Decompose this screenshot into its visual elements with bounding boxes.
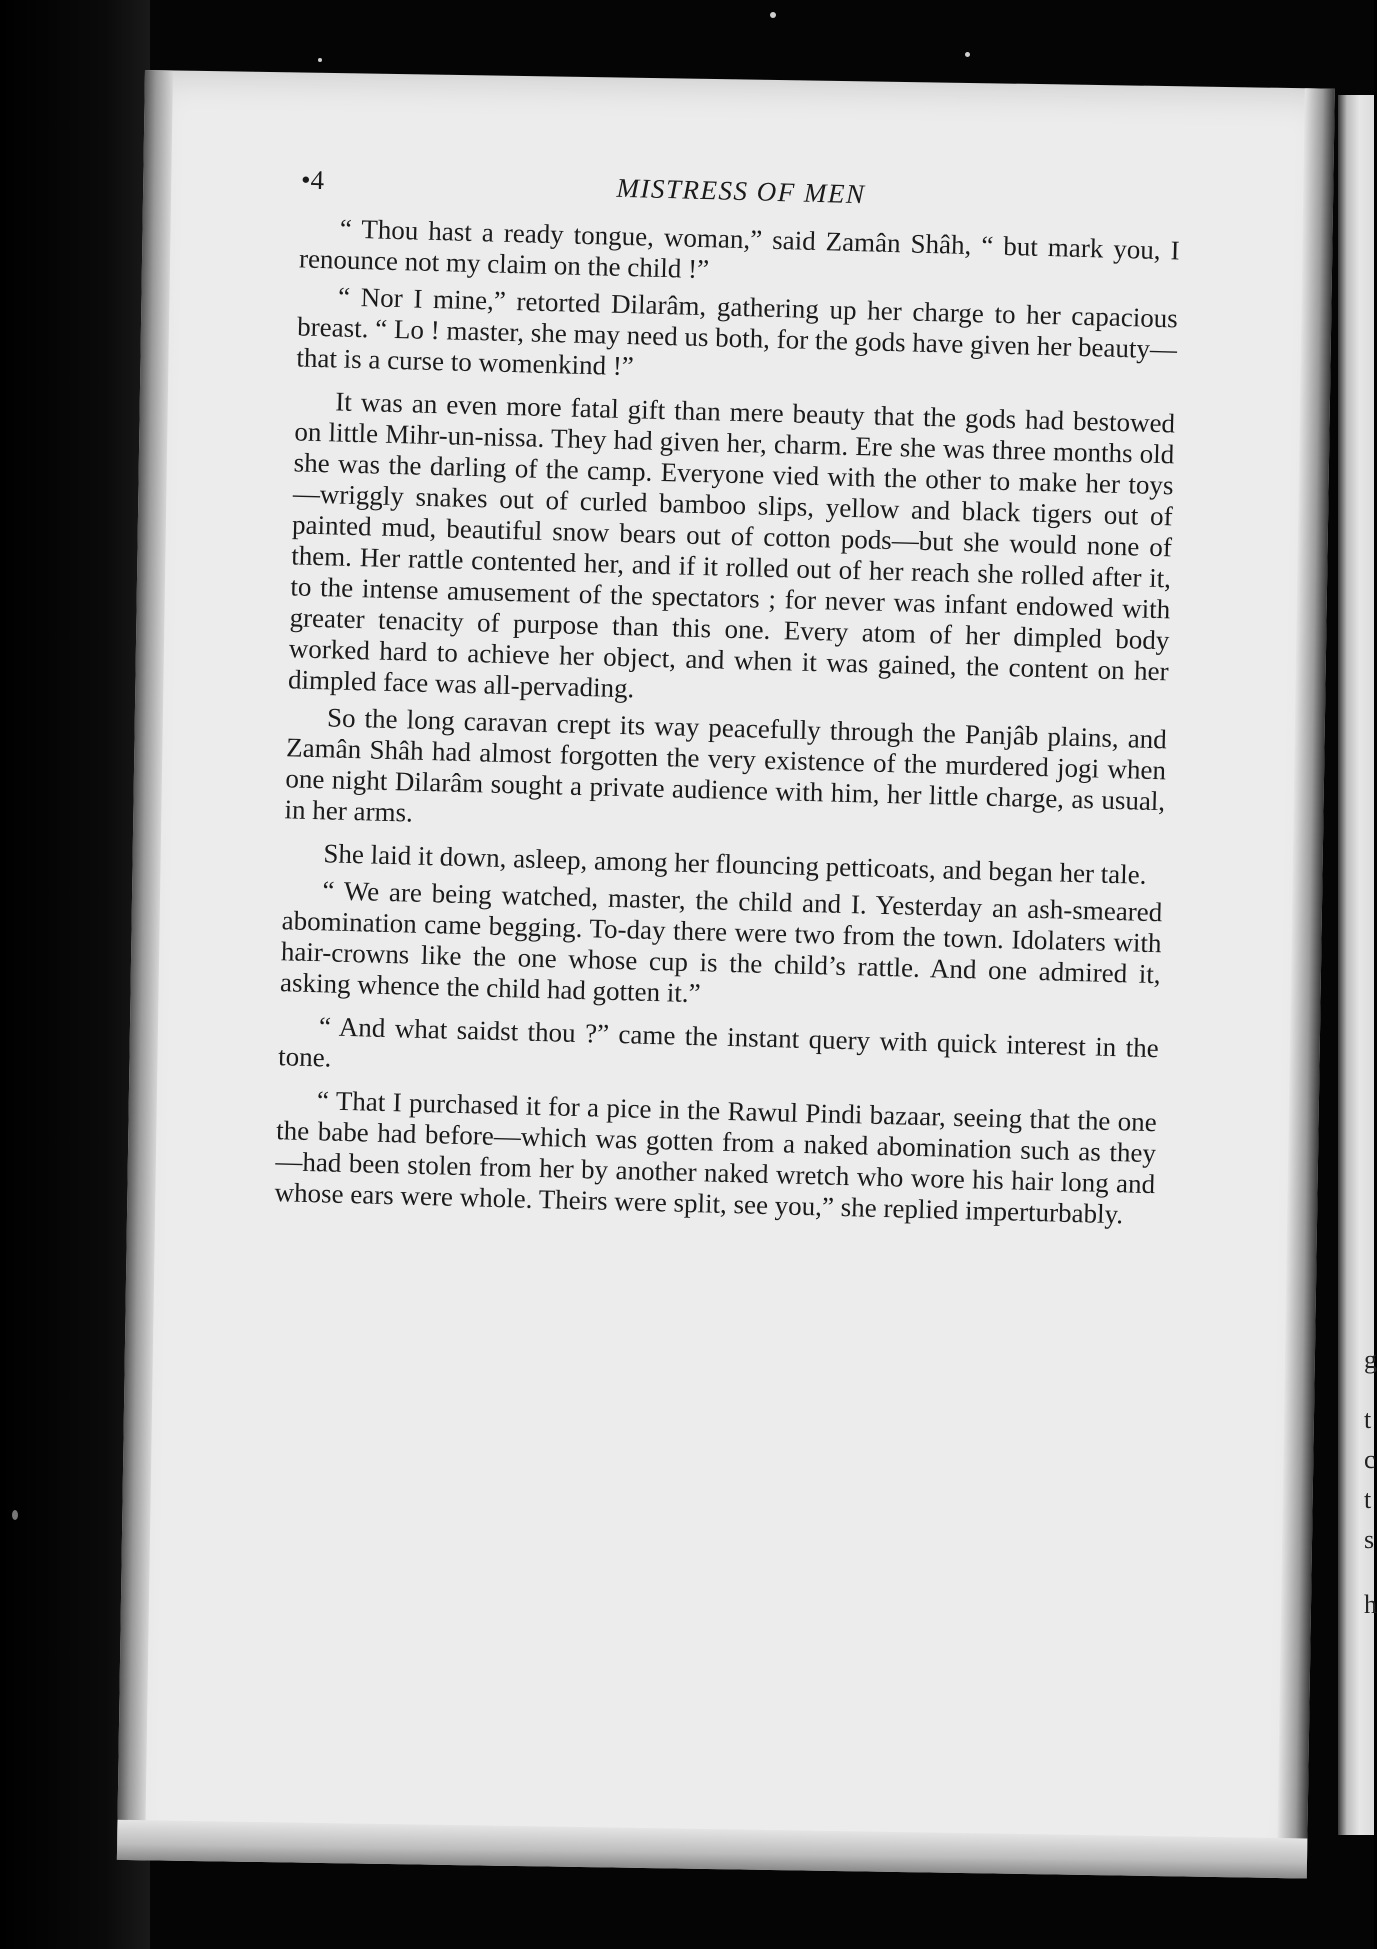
- adjacent-page-edge: [1338, 95, 1377, 1835]
- paragraph: She laid it down, asleep, among her flouncing petticoats, and began her tale.: [323, 838, 1147, 890]
- adjacent-page-fragment: c: [1364, 1445, 1376, 1474]
- paragraph: It was an even more fatal gift than mere beauty that the gods had bestowed on little Mihr-un-nissa. They had given her, charm. Ere she was three months old she was the darling of the camp. Everyone vied with the other to make her toys—wriggly snakes out of curled bamboo slips, yellow and black tigers out of painted mud, beautiful snow bears out of cotton pods—but she would none of them. Her rattle contented her, and if it rolled out of her reach she rolled after it, to the intense amusement of the spectators ; for never was infant endowed with greater tenacity of purpose than this one. Every atom of her dimpled body worked hard to achieve her object, and when it was gained, the content on her dimpled face was all-pervading.: [287, 386, 1176, 704]
- adjacent-page-fragment: h: [1364, 1590, 1377, 1619]
- page-text-block: [274, 164, 1181, 1237]
- dust-speck: [12, 1510, 18, 1520]
- dust-speck: [965, 52, 970, 57]
- paragraph: So the long caravan crept its way peacefully through the Panjâb plains, and Zamân Shâh had almost forgotten the very existence of the murdered jogi when one night Dilarâm sought a private audience with him, her little charge, as usual, in her arms.: [284, 702, 1168, 828]
- paragraph: “ That I purchased it for a pice in the Rawul Pindi bazaar, seeing that the one the babe had before—which was gotten from a naked abomination such as they—had been stolen from her by another naked wretch who wore his hair long and whose ears were whole. Theirs were split, see you,” she replied imperturbably.: [274, 1085, 1158, 1230]
- page-number: •4: [300, 164, 325, 196]
- running-head: MISTRESS OF MEN: [616, 172, 866, 210]
- paragraph: “ And what saidst thou ?” came the instant query with quick interest in the tone.: [277, 1011, 1160, 1073]
- page-edge-bottom: [117, 1820, 1307, 1879]
- paragraph: “ Nor I mine,” retorted Dilarâm, gathering up her charge to her capacious breast. “ Lo ! master, she may need us both, for the gods have given her beauty—that is a curse to womenkind !”: [296, 281, 1179, 382]
- page-edge-right: [1277, 88, 1335, 1878]
- adjacent-page-fragment: t: [1364, 1405, 1372, 1434]
- dust-speck: [770, 12, 776, 18]
- adjacent-page-fragment: s: [1364, 1525, 1375, 1554]
- paragraph: “ Thou hast a ready tongue, woman,” said Zamân Shâh, “ but mark you, I renounce not my claim on the child !”: [298, 213, 1180, 285]
- adjacent-page-fragment: t: [1364, 1485, 1372, 1514]
- dust-speck: [318, 58, 322, 62]
- paragraph: “ We are being watched, master, the child and I. Yesterday an ash-smeared abomination came begging. To-day there were two from the town. Idolaters with hair-crowns like the one whose cup is the child’s rattle. And one admired it, asking whence the child had gotten it.”: [279, 875, 1163, 1009]
- book-page: [117, 70, 1335, 1878]
- adjacent-page-fragment: g: [1364, 1345, 1377, 1374]
- body-text: [274, 212, 1180, 1231]
